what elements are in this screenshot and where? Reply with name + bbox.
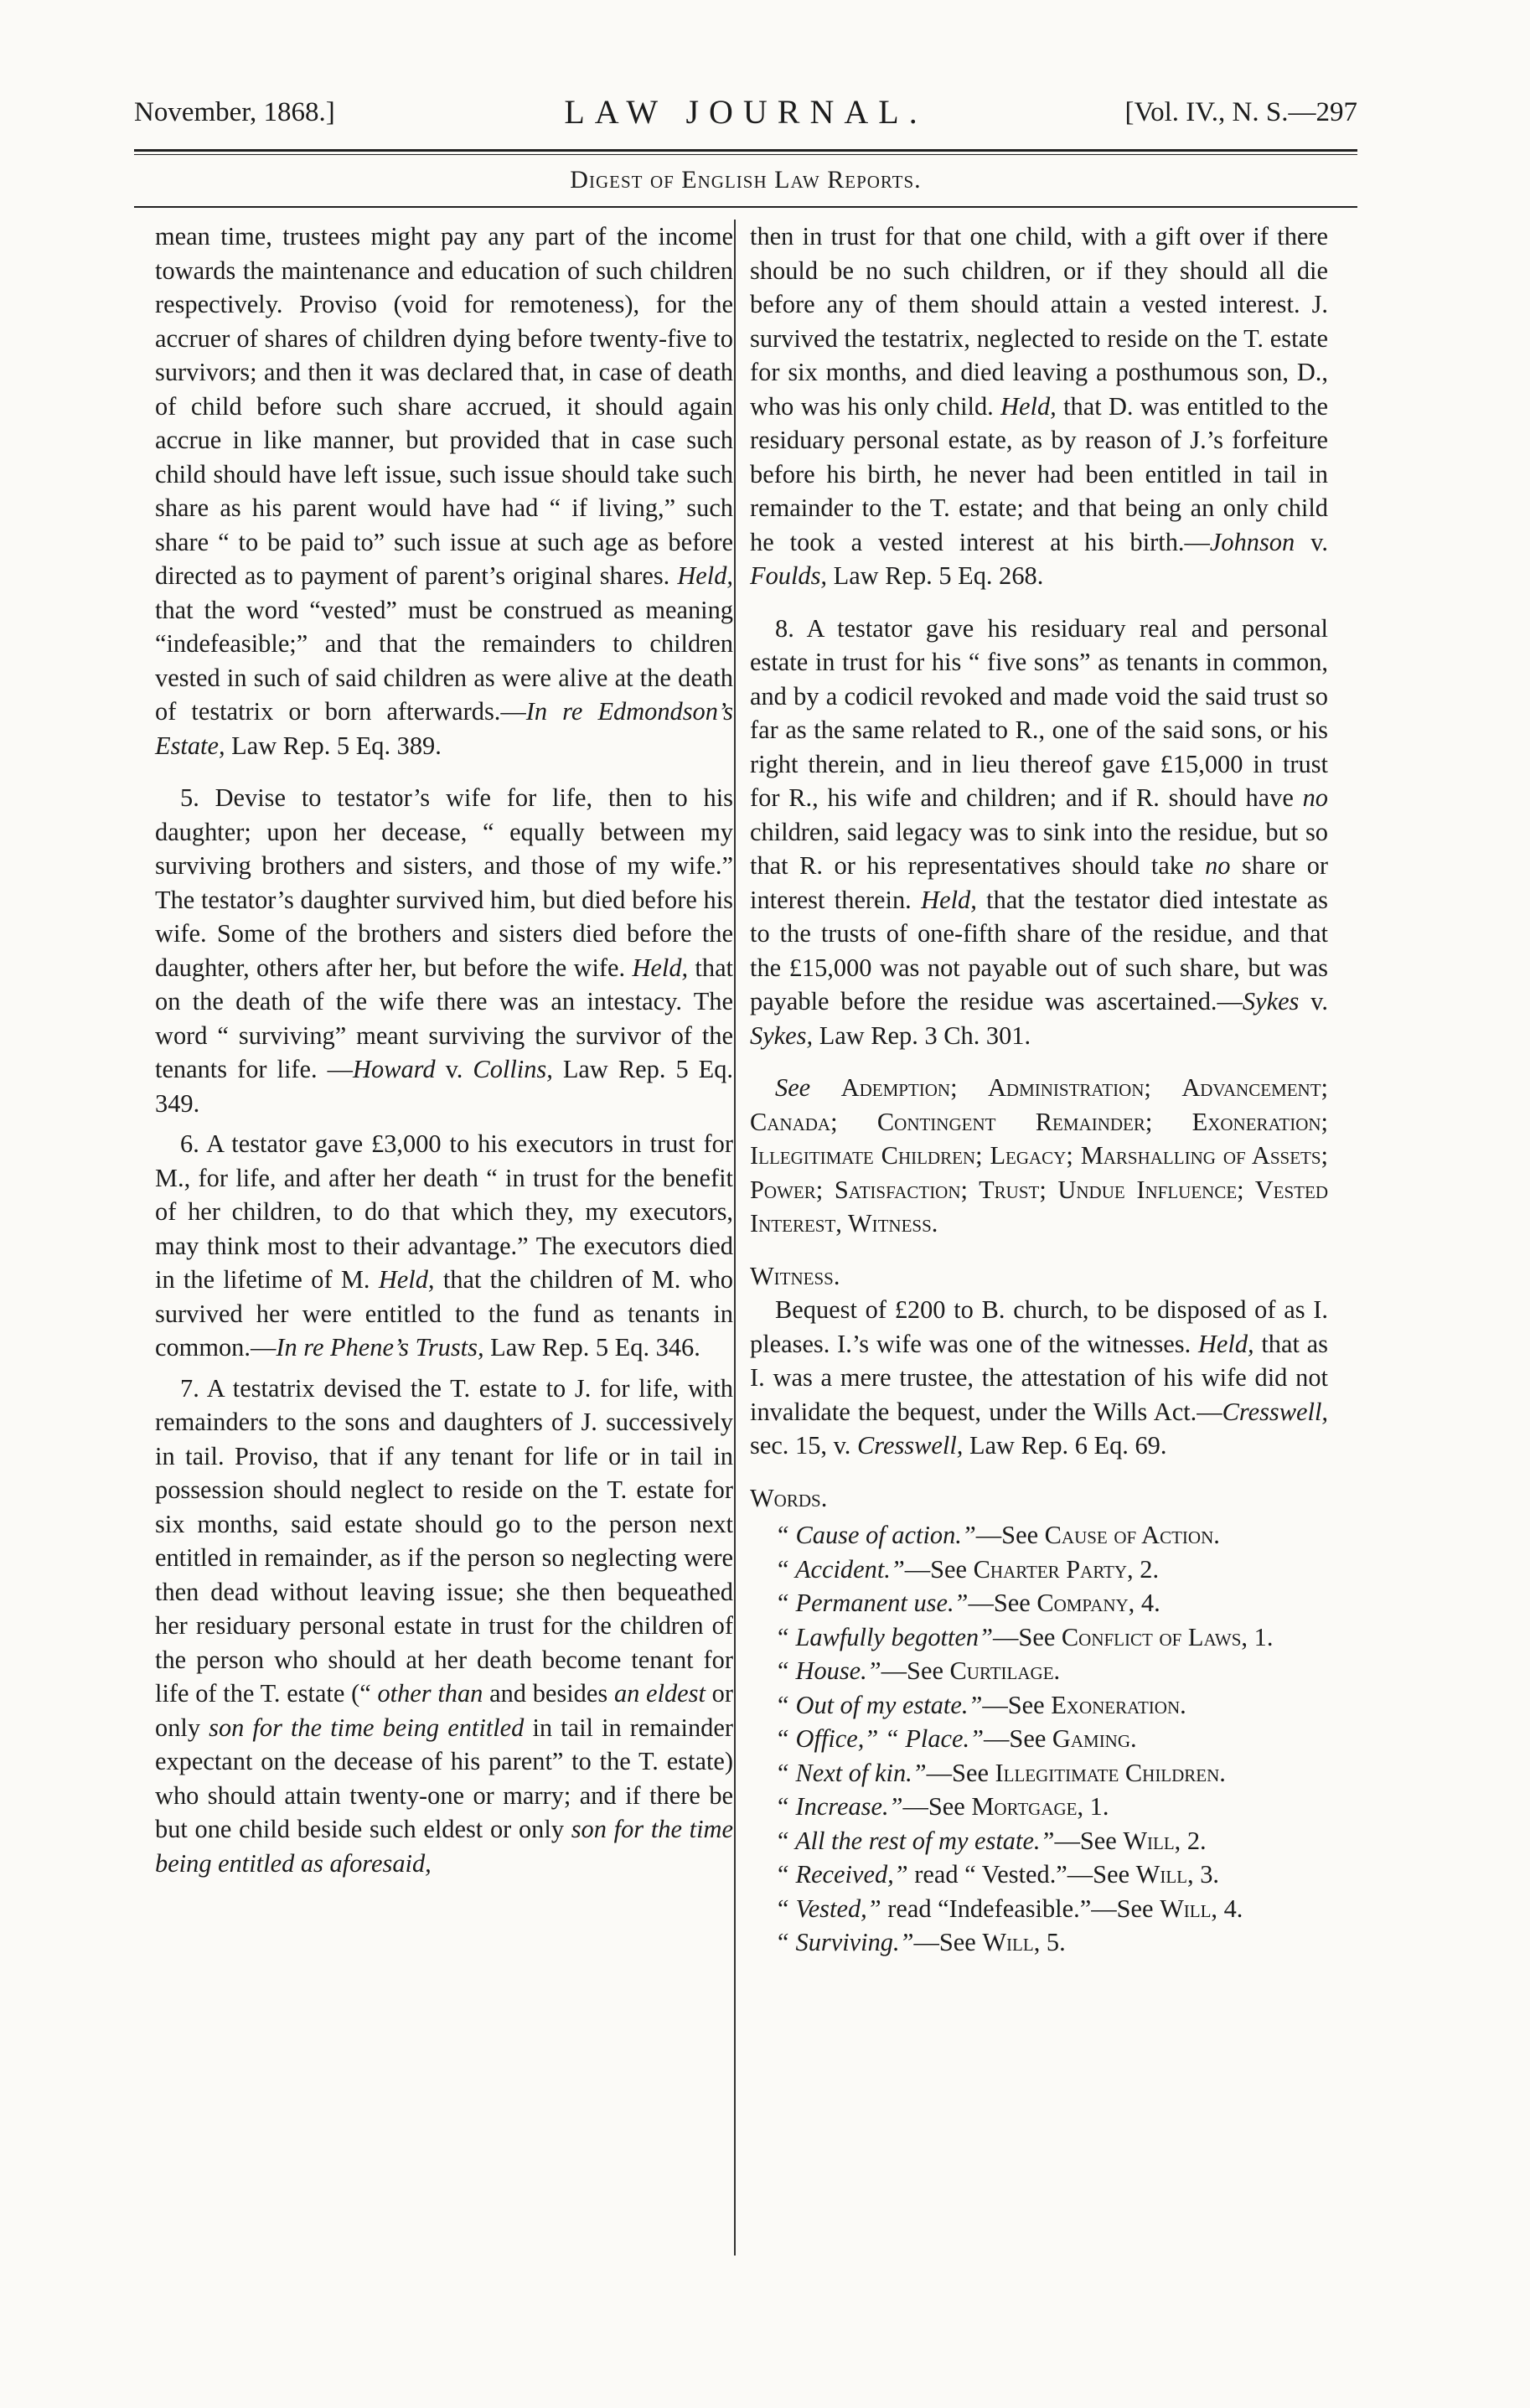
subtitle-rule (134, 206, 1357, 208)
paragraph-4-continued: mean time, trustees might pay any part of the income towards the maintenance and education of such children respectively. Proviso (void for remoteness), for the accruer of shares of children dying before twenty-five to survivors; and then it was declared that, in case of death of child before such share accrued, it should again accrue in like manner, but provided that in case such child should have left issue, such issue should take such share as his parent would have had “ if living,” such share “ to be paid to” such issue at such age as before directed as to payment of parent’s original shares. Held, that the word “vested” must be construed as meaning “indefeasible;” and that the remainders to children vested in such of said children as were alive at the death of testatrix or born afterwards.—In re Edmondson’s Estate, Law Rep. 5 Eq. 389. (155, 222, 733, 760)
header-rule-bottom (134, 154, 1357, 155)
paragraph-8: 8. A testator gave his residuary real and personal estate in trust for his “ five sons” as tenants in common, and by a codicil revoked and made void the said trust so far as the same related to R., one of the said sons, or his right therein, and in lieu thereof gave £15,000 in trust for R., his wife and children; and if R. should have no children, said legacy was to sink into the residue, but so that R. or his representatives should take no share or interest therein. Held, that the testator died intestate as to the trusts of one-fifth share of the residue, and that the £15,000 was not payable out of such share, but was payable before the residue was ascertained.—Sykes v. Sykes, Law Rep. 3 Ch. 301. (750, 613, 1329, 1050)
list-item: “ Lawfully begotten”—See Conflict of Laws, 1. (775, 1622, 1274, 1651)
list-item: “ Accident.”—See Charter Party, 2. (775, 1554, 1160, 1584)
list-item: “ Permanent use.”—See Company, 4. (775, 1589, 1160, 1617)
paragraph-5: 5. Devise to testator’s wife for life, then to his daughter; upon her decease, “ equally between my surviving brothers and sisters, and those of my wife.” The testator’s daughter survived him, but died before his wife. Some of the brothers and sisters died before the daughter, others after her, but before the wife. Held, that on the death of the wife there was an intestacy. The word “ surviving” meant surviving the survivor of the tenants for life. —Howard v. Collins, Law Rep. 5 Eq. 349. (155, 783, 734, 1118)
list-item: “ Office,” “ Place.”—See Gaming. (775, 1724, 1137, 1753)
header-date: November, 1868.] (134, 97, 335, 127)
list-item: “ Surviving.”—See Will, 5. (775, 1928, 1066, 1956)
running-header (134, 92, 1357, 142)
column-divider (734, 220, 736, 2256)
see-also: See Ademption; Administration; Advancement; Canada; Contingent Remainder; Exoneration; Illegitimate Children; Legacy; Marshalling of Assets; Power; Satisfaction; Trust; Undue Influence; Vested Interest, Witness. (750, 1073, 1328, 1238)
paragraph-6: 6. A testator gave £3,000 to his executors in trust for M., for life, and after her death “ in trust for the benefit of her children, to do that which they, my executors, may think most to their advantage.” The executors died in the lifetime of M. Held, that the children of M. who survived her were entitled to the fund as tenants in common.—In re Phene’s Trusts, Law Rep. 5 Eq. 346. (155, 1129, 733, 1362)
volume-page: [Vol. IV., N. S.—297 (1124, 97, 1357, 127)
left-column (155, 220, 733, 1880)
right-column (750, 220, 1328, 1960)
witness-paragraph: Bequest of £200 to B. church, to be disposed of as I. pleases. I.’s wife was one of the witnesses. Held, that as I. was a mere trustee, the attestation of his wife did not invalidate the bequest, under the Wills Act.—Cresswell, sec. 15, v. Cresswell, Law Rep. 6 Eq. 69. (750, 1295, 1328, 1460)
words-heading: Words. (750, 1483, 828, 1512)
paragraph-7-continued: then in trust for that one child, with a gift over if there should be no such children, or if they should all die before any of them should attain a vested interest. J. survived the testatrix, neglected to reside on the T. estate for six months, and died leaving a posthumous son, D., who was his only child. Held, that D. was entitled to the residuary personal estate, as by reason of J.’s forfeiture before his birth, he never had been entitled in tail in remainder to the T. estate; and that being an only child he took a vested interest at his birth.—Johnson v. Foulds, Law Rep. 5 Eq. 268. (750, 222, 1328, 590)
header-rule-top (134, 149, 1357, 152)
list-item: “ Received,” read “ Vested.”—See Will, 3. (775, 1860, 1219, 1889)
paragraph-7: 7. A testatrix devised the T. estate to J. for life, with remainders to the sons and daughters of J. successively in tail. Proviso, that if any tenant for life or in tail in possession should neglect to reside on the T. estate for six months, said estate should go to the person next entitled in remainder, as if the person so neglecting were then dead without leaving issue; she then bequeathed her residuary personal estate in trust for the children of the person who should at her death become tenant for life of the T. estate (“ other than and besides an eldest or only son for the time being entitled in tail in remainder expectant on the decease of his parent” to the T. estate) who should attain twenty-one or marry; and if there be but one child beside such eldest or only son for the time being entitled as aforesaid, (155, 1373, 733, 1878)
section-title: Digest of English Law Reports. (570, 166, 922, 194)
list-item: “ Next of kin.”—See Illegitimate Children. (775, 1758, 1226, 1787)
journal-title: LAW JOURNAL. (564, 93, 928, 131)
witness-heading: Witness. (750, 1261, 840, 1290)
list-item: “ Vested,” read “Indefeasible.”—See Will, 4. (775, 1894, 1243, 1923)
words-list (750, 1518, 1328, 1960)
list-item: “ House.”—See Curtilage. (775, 1656, 1061, 1685)
list-item: “ Cause of action.”—See Cause of Action. (775, 1521, 1220, 1549)
list-item: “ All the rest of my estate.”—See Will, 2. (775, 1826, 1207, 1855)
list-item: “ Out of my estate.”—See Exoneration. (775, 1690, 1186, 1719)
list-item: “ Increase.”—See Mortgage, 1. (775, 1792, 1109, 1821)
